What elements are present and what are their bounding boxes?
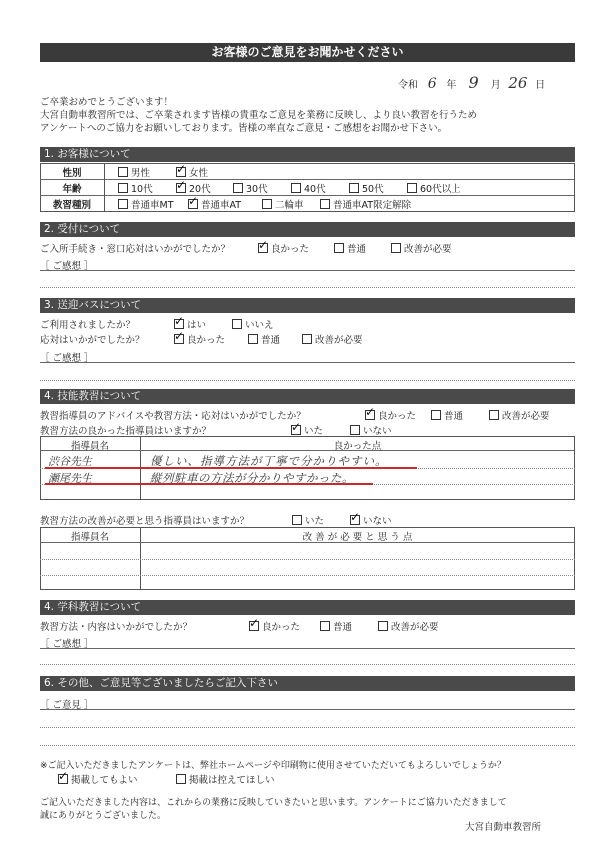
option-label: いた <box>305 516 325 527</box>
option-label: いいえ <box>245 320 274 331</box>
option-label: 40代 <box>304 184 326 195</box>
option-label: 20代 <box>189 184 211 195</box>
option-label: 普通車MT <box>131 200 174 211</box>
good-instructor-option[interactable] <box>350 423 392 437</box>
checkbox-icon[interactable] <box>391 243 401 253</box>
section-skill-title: 4. 技能教習について <box>40 389 575 404</box>
date-day: 26 <box>508 74 528 92</box>
option-label: 10代 <box>131 184 153 195</box>
bad-instructor-option[interactable] <box>292 513 324 527</box>
good-head-point: 良かった点 <box>333 441 382 452</box>
age-option[interactable] <box>407 181 461 195</box>
red-underline <box>45 467 417 469</box>
checkbox-icon[interactable] <box>365 410 375 420</box>
intro-text <box>40 96 580 135</box>
course-label: 教習種別 <box>52 200 91 211</box>
date-day-unit: 日 <box>535 80 546 91</box>
good-instructor-name: 渋谷先生 <box>48 455 92 468</box>
course-option[interactable] <box>320 197 411 211</box>
skill-advice-option[interactable] <box>365 408 416 422</box>
section-customer-title: 1. お客様について <box>40 147 575 162</box>
option-label: いない <box>363 516 392 527</box>
consent-option[interactable] <box>176 772 275 786</box>
gender-label: 性別 <box>62 168 82 179</box>
intro-line: 大宮自動車教習所では、ご卒業されます皆様の貴重なご意見を業務に反映し、より良い教習を行うため <box>40 110 478 121</box>
intro-line: アンケートへのご協力をお願いしております。皆様の率直なご意見・ご感想をお聞かせ下さい。 <box>40 123 448 134</box>
age-option[interactable] <box>349 181 384 195</box>
option-label: 普通車AT <box>201 200 242 211</box>
course-option[interactable] <box>118 197 174 211</box>
checkbox-icon[interactable] <box>174 334 184 344</box>
option-label: 60代以上 <box>420 184 461 195</box>
checkbox-icon[interactable] <box>302 334 312 344</box>
date-line <box>398 73 578 92</box>
bus-service-question: 応対はいかがでしたか？ <box>40 335 145 346</box>
course-option[interactable] <box>262 197 304 211</box>
date-year: 6 <box>427 76 437 92</box>
checkbox-icon[interactable] <box>176 167 186 177</box>
bad-instructor-option[interactable] <box>350 513 392 527</box>
section-other-title: 6. その他、ご意見等ございましたらご記入下さい <box>40 676 575 691</box>
option-label: 良かった <box>271 244 310 255</box>
date-month-unit: 月 <box>490 80 501 91</box>
lecture-option[interactable] <box>249 619 300 633</box>
date-era: 令和 <box>398 80 418 91</box>
date-month: 9 <box>468 73 479 92</box>
option-label: 普通 <box>333 622 353 633</box>
good-instructor-option[interactable] <box>291 423 323 437</box>
option-label: いた <box>304 426 324 437</box>
checkbox-icon[interactable] <box>431 410 441 420</box>
age-label: 年齢 <box>62 184 82 195</box>
option-label: 二輪車 <box>275 200 304 211</box>
footer-line: 誠にありがとうございました。 <box>40 811 167 821</box>
option-label: 30代 <box>246 184 268 195</box>
option-label: 良かった <box>262 622 301 633</box>
checkbox-icon[interactable] <box>118 167 128 177</box>
footer-line: ご記入いただきました内容は、これからの業務に反映していきたいと思います。アンケートにご協力いただきまして <box>40 798 507 808</box>
other-comment-label: ［ ご意見 ］ <box>40 700 94 711</box>
skill-advice-option[interactable] <box>489 408 550 422</box>
checkbox-icon[interactable] <box>118 183 128 193</box>
section-bus-title: 3. 送迎バスについて <box>40 298 575 313</box>
survey-title: お客様のご意見をお聞かせください <box>40 43 575 62</box>
bus-service-option[interactable] <box>302 332 363 346</box>
checkbox-icon[interactable] <box>334 243 344 253</box>
consent-question: ※ご記入いただきましたアンケートは、弊社ホームページや印刷物に使用させていただいてもよろしいでしょうか？ <box>40 761 506 771</box>
option-label: 50代 <box>362 184 384 195</box>
checkbox-icon[interactable] <box>291 183 301 193</box>
checkbox-icon[interactable] <box>58 774 68 784</box>
reception-question: ご入所手続き・窓口応対はいかがでしたか？ <box>40 244 231 255</box>
checkbox-icon[interactable] <box>262 199 272 209</box>
checkbox-icon[interactable] <box>349 183 359 193</box>
bus-comment-label: ［ ご感想 ］ <box>40 353 94 364</box>
checkbox-icon[interactable] <box>188 199 198 209</box>
age-option[interactable] <box>176 181 211 195</box>
reception-comment-label: ［ ご感想 ］ <box>40 261 94 272</box>
lecture-option[interactable] <box>320 619 352 633</box>
age-option[interactable] <box>233 181 268 195</box>
lecture-comment-label: ［ ご感想 ］ <box>40 639 94 650</box>
option-label: 改善が必要 <box>391 622 439 633</box>
checkbox-icon[interactable] <box>489 410 499 420</box>
age-option[interactable] <box>118 181 153 195</box>
checkbox-icon[interactable] <box>233 183 243 193</box>
bus-use-question: ご利用されましたか？ <box>40 320 136 331</box>
checkbox-icon[interactable] <box>258 243 268 253</box>
course-option[interactable] <box>188 197 241 211</box>
bad-head-name: 指導員名 <box>70 532 109 543</box>
bad-instructor-question: 教習方法の改善が必要と思う指導員はいますか？ <box>40 516 250 527</box>
skill-advice-question: 教習指導員のアドバイスや教習方法・応対はいかがでしたか？ <box>40 411 306 422</box>
section-lecture-title: 4. 学科教習について <box>40 600 575 615</box>
option-label: 男性 <box>131 168 151 179</box>
reception-option[interactable] <box>334 241 366 255</box>
option-label: 普通車AT限定解除 <box>333 200 412 211</box>
footer-org: 大宮自動車教習所 <box>465 822 542 833</box>
intro-line: ご卒業おめでとうございます！ <box>40 97 174 108</box>
consent-option[interactable] <box>58 772 138 786</box>
checkbox-icon[interactable] <box>118 199 128 209</box>
skill-advice-option[interactable] <box>431 408 463 422</box>
option-label: 良かった <box>378 411 417 422</box>
checkbox-icon[interactable] <box>249 621 259 631</box>
lecture-option[interactable] <box>378 619 439 633</box>
checkbox-icon[interactable] <box>176 183 186 193</box>
good-instructor-name: 瀬尾先生 <box>48 472 92 485</box>
option-label: 普通 <box>444 411 464 422</box>
checkbox-icon[interactable] <box>232 319 242 329</box>
checkbox-icon[interactable] <box>350 515 360 525</box>
option-label: はい <box>187 320 207 331</box>
good-instructor-question: 教習方法の良かった指導員はいますか？ <box>40 426 212 437</box>
bad-head-point: 改 善 が 必 要 と 思 う 点 <box>302 532 413 543</box>
good-instructor-point: 縦列駐車の方法が分かりやすかった。 <box>150 471 354 485</box>
option-label: いない <box>363 426 392 437</box>
bus-service-option[interactable] <box>248 332 280 346</box>
checkbox-icon[interactable] <box>320 199 330 209</box>
option-label: 普通 <box>261 335 281 346</box>
option-label: 掲載は控えてほしい <box>189 775 275 786</box>
age-option[interactable] <box>291 181 326 195</box>
bus-service-option[interactable] <box>174 332 225 346</box>
option-label: 普通 <box>347 244 367 255</box>
good-head-name: 指導員名 <box>70 441 109 452</box>
red-underline <box>45 483 373 485</box>
reception-option[interactable] <box>258 241 309 255</box>
checkbox-icon[interactable] <box>291 425 301 435</box>
option-label: 改善が必要 <box>404 244 452 255</box>
checkbox-icon[interactable] <box>174 319 184 329</box>
gender-male-option[interactable] <box>118 165 150 179</box>
checkbox-icon[interactable] <box>407 183 417 193</box>
option-label: 改善が必要 <box>315 335 363 346</box>
option-label: 良かった <box>187 335 226 346</box>
reception-option[interactable] <box>391 241 452 255</box>
option-label: 掲載してもよい <box>71 775 138 786</box>
option-label: 改善が必要 <box>502 411 550 422</box>
checkbox-icon[interactable] <box>350 425 360 435</box>
checkbox-icon[interactable] <box>378 621 388 631</box>
checkbox-icon[interactable] <box>292 515 302 525</box>
checkbox-icon[interactable] <box>248 334 258 344</box>
good-instructor-point: 優しい、指導方法が丁寧で分かりやすい。 <box>150 454 388 468</box>
lecture-question: 教習方法・内容はいかがでしたか？ <box>40 622 193 633</box>
bus-use-option[interactable] <box>232 317 274 331</box>
option-label: 女性 <box>189 168 209 179</box>
section-reception-title: 2. 受付について <box>40 222 575 237</box>
checkbox-icon[interactable] <box>320 621 330 631</box>
gender-female-option[interactable] <box>176 165 208 179</box>
date-year-unit: 年 <box>446 80 457 91</box>
checkbox-icon[interactable] <box>176 774 186 784</box>
